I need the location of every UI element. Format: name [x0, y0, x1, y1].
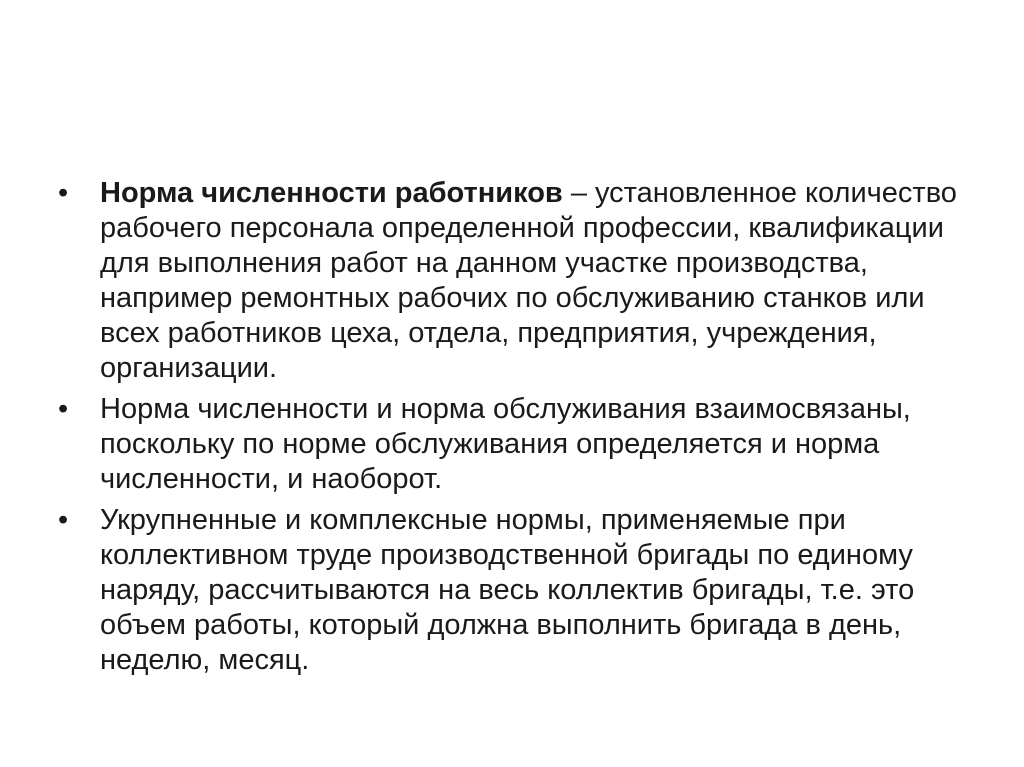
bullet-text: Норма численности и норма обслуживания взаимосвязаны, поскольку по норме обслуживания определяется и норма численности, и наоборот.: [100, 393, 911, 495]
bullet-marker: •: [58, 393, 69, 425]
bullet-marker: •: [58, 177, 69, 209]
bullet-term: Норма численности работников: [100, 177, 563, 209]
bullet-item-work-force-norm: [58, 176, 968, 386]
bullet-text: Укрупненные и комплексные нормы, применяемые при коллективном труде производственной бригады по единому наряду, рассчитываются на весь коллектив бригады, т.е. это объем работы, который должна выполнить бригада в день, неделю, месяц.: [100, 504, 915, 676]
bullet-text: – установленное количество рабочего персонала определенной профессии, квалификации для выполнения работ на данном участке производства, например ремонтных рабочих по обслуживанию станков или всех работников цеха, отдела, предприятия, учреждения, организации.: [100, 177, 957, 384]
bullet-item-aggregated-norms: [58, 503, 968, 678]
bullet-item-norm-relationship: [58, 392, 968, 497]
bullet-list: [58, 176, 968, 684]
bullet-marker: •: [58, 504, 69, 536]
